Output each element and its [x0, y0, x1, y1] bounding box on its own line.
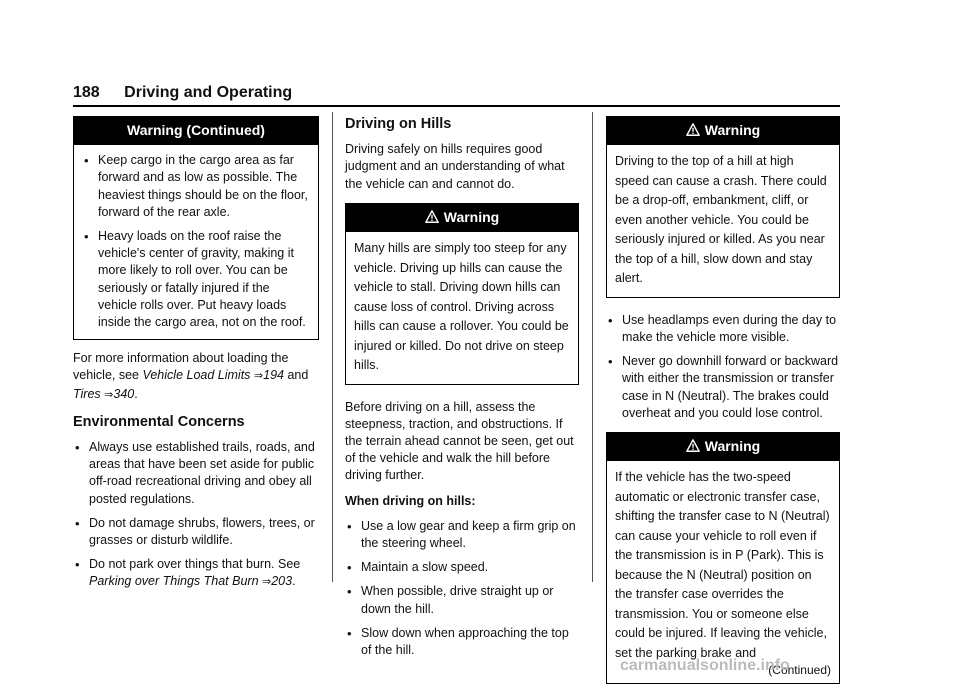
section-title: Driving and Operating — [124, 84, 293, 101]
column-3 — [606, 116, 840, 694]
vehicle-load-limits-link[interactable]: Vehicle Load Limits — [142, 368, 251, 383]
page-ref-icon: ⇒ — [253, 370, 264, 383]
column-divider-1 — [332, 112, 333, 582]
warning-continued-box — [73, 116, 319, 340]
watermark: carmanualsonline.info — [620, 657, 790, 674]
list-item: • Maintain a slow speed. — [345, 559, 579, 576]
list-item: • Do not park over things that burn. See Parking over Things That Burn ⇒203. — [73, 556, 319, 591]
warning-title: Warning — [704, 122, 761, 138]
list-item: • Slow down when approaching the top of the hill. — [345, 625, 579, 659]
warning-title: Warning — [704, 437, 761, 454]
page-ref-icon: ⇒ — [262, 576, 272, 589]
list-item: • When possible, drive straight up or down the hill. — [345, 583, 579, 617]
warning-box — [606, 116, 840, 298]
warning-icon — [425, 210, 439, 224]
warning-body — [74, 145, 318, 339]
list-item: • Use headlamps even during the day to make the vehicle more visible. — [606, 312, 840, 346]
warning-text: Driving to the top of a hill at high speed can cause a crash. There could be a drop-off, embankment, cliff, or even another vehicle. You could be seriously injured or killed. As you near the top of a hill, slow down and stay alert. — [615, 154, 827, 286]
warning-box — [606, 432, 840, 684]
page-number: 188 — [73, 84, 100, 101]
continued-label: (Continued) — [768, 663, 831, 678]
warning-header — [607, 433, 839, 461]
environmental-heading: Environmental Concerns — [73, 413, 245, 430]
header-rule — [73, 105, 840, 107]
list-item: • Heavy loads on the roof raise the vehicle's center of gravity, making it more likely to roll over. You can be seriously or fatally injured if the vehicle rolls over. Put heavy loads inside the cargo area, not on the roof. — [82, 228, 310, 331]
warning-text: Many hills are simply too steep for any vehicle. Driving up hills can cause the vehicle to stall. Driving down hills can cause loss of control. Driving across hills can cause a rollover. You could be injured or killed. Do not drive on steep hills. — [354, 241, 569, 373]
tires-link[interactable]: Tires — [73, 386, 101, 401]
parking-over-things-link[interactable]: Parking over Things That Burn — [89, 574, 259, 589]
warning-icon — [686, 123, 700, 137]
list-item: • Do not damage shrubs, flowers, trees, or grasses or disturb wildlife. — [73, 515, 319, 549]
warning-header — [346, 204, 578, 232]
page-header — [73, 84, 292, 102]
list-item: • Keep cargo in the cargo area as far forward and as low as possible. The heaviest things should be on the floor, forward of the rear axle. — [82, 152, 310, 221]
page-ref-icon: ⇒ — [104, 388, 114, 401]
list-item: • Use a low gear and keep a firm grip on the steering wheel. — [345, 518, 579, 552]
warning-text: If the vehicle has the two-speed automatic or electronic transfer case, shifting the transfer case to N (Neutral) can cause your vehicle to roll even if the transmission is in P (Park). This is because the N (Neutral) position on the transfer case overrides the transmission. You or someone else could be injured. If leaving the vehicle, set the parking brake and (Continued) — [607, 461, 839, 683]
hills-intro: Driving safely on hills requires good judgment and an understanding of what the vehicle can and cannot do. — [345, 142, 565, 191]
list-item: • Never go downhill forward or backward with either the transmission or transfer case in N (Neutral). The brakes could overheat and you could lose control. — [606, 353, 840, 422]
list-item: • Always use established trails, roads, and areas that have been set aside for public off-road recreational driving and obey all posted regulations. — [73, 439, 319, 508]
loading-info-paragraph: For more information about loading the vehicle, see Vehicle Load Limits ⇒194 and Tires ⇒340. — [73, 351, 309, 401]
column-2 — [345, 116, 579, 667]
warning-title: Warning (Continued) — [74, 117, 318, 145]
assess-paragraph: Before driving on a hill, assess the steepness, traction, and obstructions. If the terrain ahead cannot be seen, get out of the vehicle and walk the hill before driving further. — [345, 399, 574, 483]
hills-heading: Driving on Hills — [345, 116, 452, 132]
column-1 — [73, 116, 319, 600]
warning-box — [345, 203, 579, 385]
when-driving-label: When driving on hills: — [345, 493, 476, 508]
column-divider-2 — [592, 112, 593, 582]
warning-icon — [686, 439, 700, 453]
warning-title: Warning — [443, 208, 500, 225]
warning-header — [607, 117, 839, 145]
